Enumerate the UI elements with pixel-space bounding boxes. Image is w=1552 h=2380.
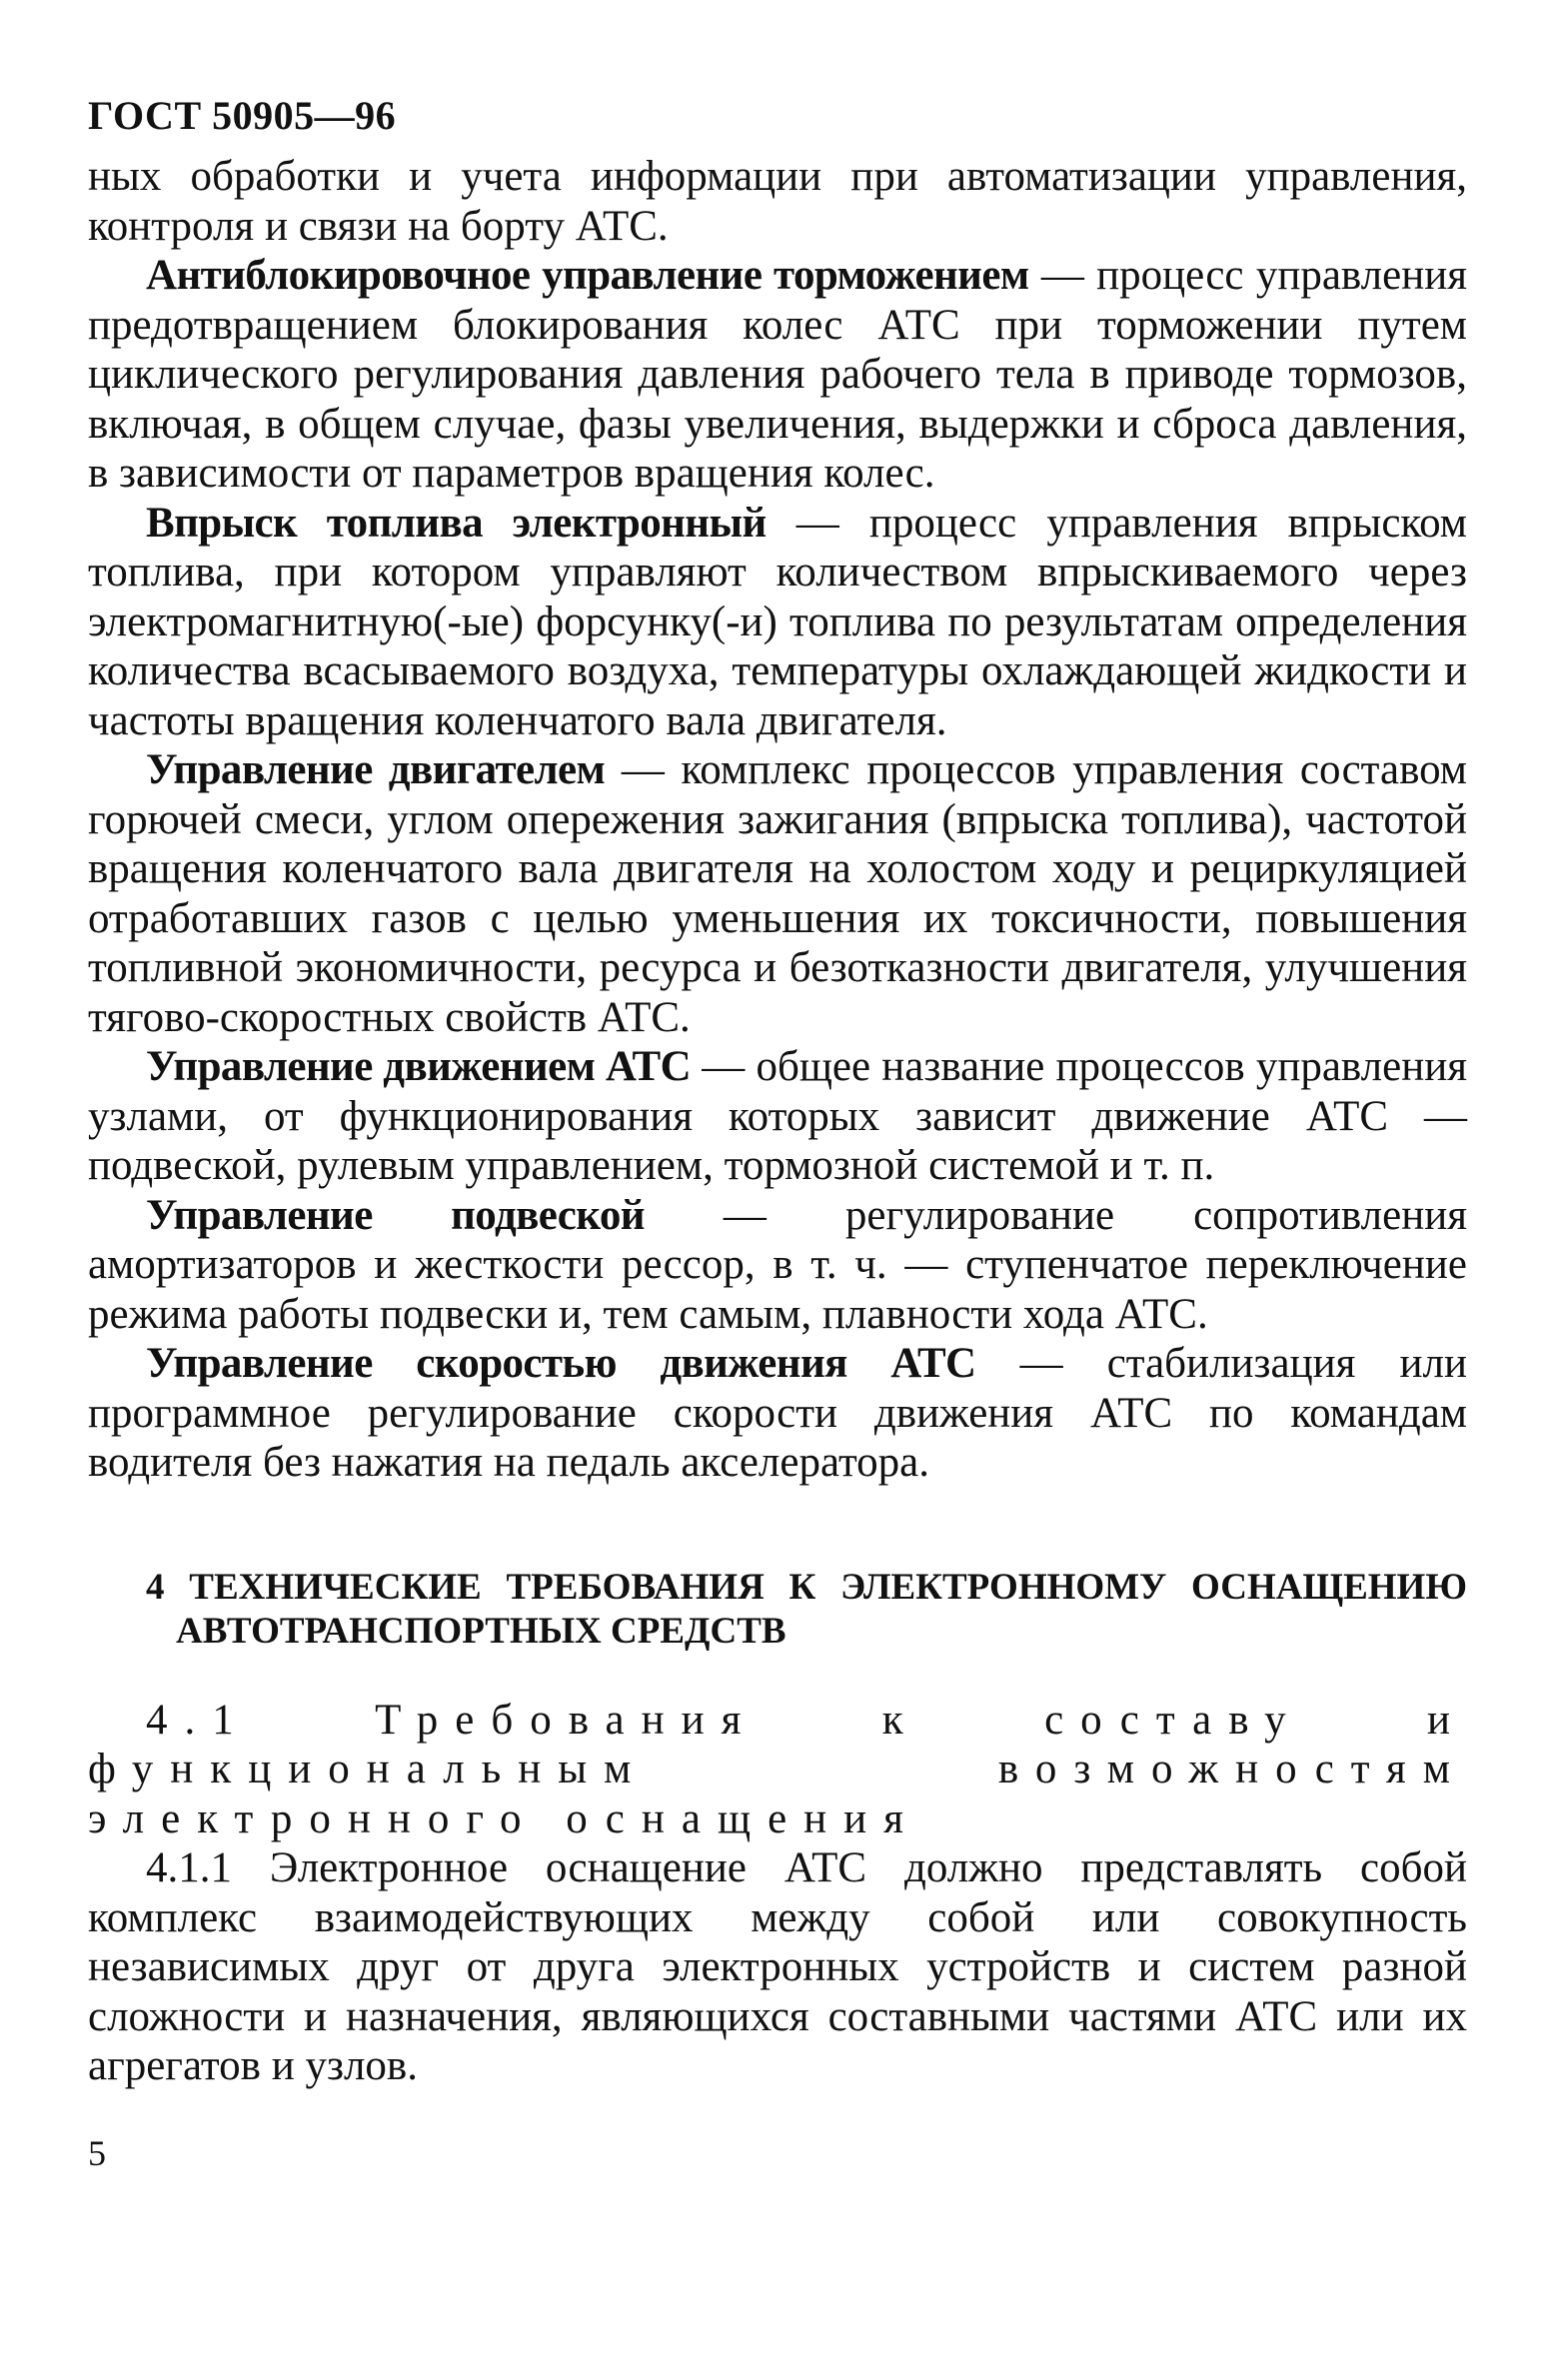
page-number: 5 (88, 2133, 106, 2173)
subsection-heading: 4.1 Требования к составу и функциональным возможностям электронного оснащения (88, 1696, 1467, 1842)
document-page (88, 92, 1467, 2091)
clause-4-1-1: 4.1.1 Электронное оснащение АТС должно представлять собой комплекс взаимодействующих между собой или совокупность независимых друг от друга электронных устройств и систем разной сложности и назначения, являющихся составными частями АТС или их агрегатов и узлов. (88, 1844, 1467, 2089)
definition-fuel-injection (88, 499, 1467, 746)
section-heading: 4 ТЕХНИЧЕСКИЕ ТРЕБОВАНИЯ К ЭЛЕКТРОННОМУ ОСНАЩЕНИЮ АВТОТРАНСПОРТНЫХ СРЕДСТВ (146, 1566, 1467, 1652)
definition-text: — процесс управления впрыском топлива, при котором управляют количеством впрыскиваемого через электромагнитную(-ые) форсунку(-и) топлива по результатам определения количества всасываемого воздуха, температуры охлаждающей жидкости и частоты вращения коленчатого вала двигателя. (88, 499, 1467, 744)
definition-term: Управление скоростью движения АТС (146, 1340, 976, 1387)
definition-speed-control (88, 1339, 1467, 1488)
standard-header: ГОСТ 50905—96 (88, 93, 397, 138)
definition-motion-control (88, 1042, 1467, 1191)
definition-text: — комплекс процессов управления составом горючей смеси, углом опережения зажигания (впрыска топлива), частотой вращения коленчатого вала двигателя на холостом ходу и рециркуляцией отработавших газов с целью уменьшения их токсичности, повышения топливной экономичности, ресурса и безотказности двигателя, улучшения тягово-скоростных свойств АТС. (88, 746, 1467, 1041)
definition-term: Впрыск топлива электронный (146, 499, 767, 547)
definition-engine-control (88, 745, 1467, 1042)
definition-text: — регулирование сопротивления амортизаторов и жесткости рессор, в т. ч. — ступенчатое переключение режима работы подвески и, тем самым, плавности хода АТС. (88, 1191, 1467, 1338)
definition-suspension-control (88, 1191, 1467, 1340)
definition-term: Управление двигателем (146, 746, 606, 793)
definition-text: — стабилизация или программное регулирование скорости движения АТС по командам водителя без нажатия на педаль акселератора. (88, 1340, 1467, 1486)
definition-antilock-braking (88, 251, 1467, 499)
paragraph-continuation (88, 152, 1467, 251)
definition-text: — общее название процессов управления узлами, от функционирования которых зависит движение АТС — подвеской, рулевым управлением, тормозной системой и т. п. (88, 1043, 1467, 1189)
definition-text: — процесс управления предотвращением блокирования колес АТС при торможении путем циклического регулирования давления рабочего тела в приводе тормозов, включая, в общем случае, фазы увеличения, выдержки и сброса давления, в зависимости от параметров вращения колес. (88, 252, 1468, 497)
definition-term: Управление движением АТС (146, 1043, 692, 1090)
definition-term: Антиблокировочное управление торможением (146, 252, 1029, 299)
definition-term: Управление подвеской (146, 1191, 645, 1239)
paragraph-text: ных обработки и учета информации при автоматизации управления, контроля и связи на борту АТС. (88, 153, 1467, 250)
